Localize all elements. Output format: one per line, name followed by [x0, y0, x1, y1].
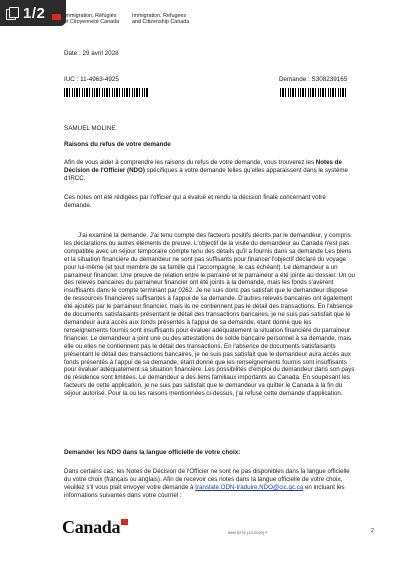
canada-wordmark: Canada — [62, 517, 128, 538]
section-title-refusal-reasons: Raisons du refus de votre demande — [64, 141, 171, 148]
application-barcode — [280, 88, 346, 97]
officer-decision-notes: J'ai examiné la demande. J'ai tenu compte des facteurs positifs décrits par le demandeur, y compris les déclarations ou autres éléments de preuve. L'objectif de la visite du demandeur au Canada n'est pas compatible avec un séjour temporaire compte tenu des détails qu'il a fournis dans sa demande Les biens et la situation financière du demandeur ne sont pas suffisants pour financer l'objectif déclaré du voyage pour lui-même (et tout membre de sa famille qui l'accompagne, le cas échéant). Le demandeur a un parraineur financier. Une preuve de relation entre le parrainé et le parraineur a été jointe au dossier. Un ou des relevés bancaires du parraineur financier ont été joints à la demande, mais les fonds s'avèrent insuffisants dans le compte terminant par 0262. Je ne suis donc pas satisfait que le demandeur dispose de ressources financières suffisantes à l'appui de sa demande. D'autres relevés bancaires ont également été ajoutés par le parraineur financier, mais ils ne contiennent pas le détail des transactions. En l'absence de documents satisfaisants présentant le détail des transactions bancaires, je ne suis pas satisfait que le demandeur aura accès aux fonds présentés à l'appui de sa demande, étant donné que les renseignements fournis sont insuffisants pour évaluer adéquatement la situation financière du parraineur financier. Le demandeur a joint une ou des attestations de solde bancaire personnel à sa demande, mais elle ou elles ne contiennent pas le détail des transactions. En l'absence de documents satisfaisants présentant le détail des transactions bancaires, je ne suis pas satisfait que le demandeur aura accès aux fonds présentés à l'appui de sa demande, étant donné que les renseignements fournis sont insuffisants pour évaluer adéquatement sa situation financière. Les possibilités d'emploi du demandeur dans son pays de résidence sont limitées. Le demandeur a des liens familiaux importants au Canada. En soupesant les facteurs de cette application, je ne suis pas satisfait que le demandeur va quitter le Canada à la fin du séjour autorisé. Pour la ou les raisons mentionnées ci-dessus, j'ai refusé cette demande d'application. — [64, 232, 355, 398]
iuc-number: IUC : 11-4963-4925 — [64, 76, 119, 83]
notes-authorship-paragraph: Ces notes ont été rédigées par l'officier qui a évalué et rendu la décision finale concernant votre demande. — [64, 194, 326, 209]
wordmark-flag-icon — [121, 519, 128, 525]
department-name-fr: Immigration, Réfugiés et Citoyenneté Canada — [64, 13, 120, 25]
copy-icon — [6, 7, 18, 19]
application-number: Demande : S308239165 — [279, 76, 348, 83]
department-name-en: Immigration, Refugees and Citizenship Canada — [132, 13, 190, 25]
iuc-barcode — [64, 88, 148, 97]
page-indicator-badge[interactable] — [0, 0, 66, 26]
canada-flag-icon — [52, 14, 61, 20]
form-code: IMM 5276 (10-2020) F — [228, 530, 268, 535]
document-date: Date : 29 avril 2028 — [64, 50, 119, 57]
page-number: 2 — [371, 528, 375, 534]
recipient-name: SAMUEL MOLINE — [64, 125, 116, 132]
intro-paragraph: Afin de vous aider à comprendre les raisons du refus de votre demande, vous trouverez les Notes de Décision de l'Officier (NDO) spécifiques à votre demande telles qu'elles apparaissent dans le système d'IRCC. — [64, 159, 348, 182]
language-request-paragraph: Dans certains cas, les Notes de Décision de l'Officier ne sont ne pas disponibles dans la langue officielle du votre choix (français ou anglais). Afin de recevoir ces notes dans la langue officielle de votre choix, veuillez s'il vous plaît envoyer votre demande à translate.ODN-traduire.NDO@cic.gc.ca en incluant les informations suivantes dans votre courriel : — [64, 468, 350, 499]
page-counter: 1/2 — [23, 4, 46, 22]
translation-request-email-link[interactable]: translate.ODN-traduire.NDO@cic.gc.ca — [195, 483, 304, 491]
section-title-language-request: Demander les NDO dans la langue officielle de votre choix: — [64, 449, 241, 456]
